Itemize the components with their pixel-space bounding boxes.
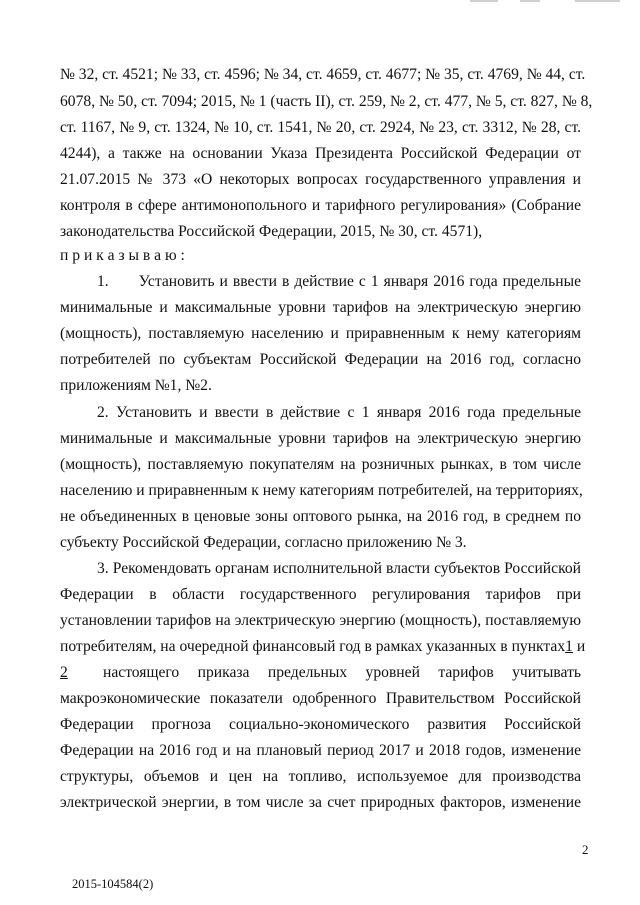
text-line: субъекту Российской Федерации, согласно приложению № 3. [60, 534, 467, 551]
text-span: и [576, 638, 586, 655]
text-line: 1. Установить и ввести в действие с 1 января 2016 года предельные [97, 273, 581, 290]
text-line: (мощность), поставляемую покупателям на розничных рынках, в том числе [60, 456, 581, 473]
text-line: законодательства Российской Федерации, 2015, № 30, ст. 4571), [60, 223, 483, 240]
scan-edge-mark [470, 0, 498, 2]
scan-edge-mark [575, 0, 620, 2]
text-line: № 32, ст. 4521; № 33, ст. 4596; № 34, ст. 4659, ст. 4677; № 35, ст. 4769, № 44, ст. [60, 66, 586, 83]
text-line: контроля в сфере антимонопольного и тарифного регулирования» (Собрание [60, 197, 581, 214]
text-line: приложениям №1, №2. [60, 377, 212, 394]
point-reference: 1 [565, 638, 573, 655]
text-line: 2. Установить и ввести в действие с 1 января 2016 года предельные [97, 404, 581, 421]
scan-edge-mark [520, 0, 540, 2]
text-line: Федерации прогноза социально-экономического развития Российской [60, 716, 581, 733]
text-line [60, 637, 586, 657]
text-line: Федерации в области государственного регулирования тарифов при [60, 586, 581, 603]
text-line: 4244), а также на основании Указа Президента Российской Федерации от [60, 145, 581, 162]
text-line: установлении тарифов на электрическую энергию (мощность), поставляемую [60, 612, 581, 629]
text-line: минимальные и максимальные уровни тарифов на электрическую энергию [60, 430, 581, 447]
text-line: электрической энергии, в том числе за счет природных факторов, изменение [60, 794, 581, 811]
text-line: ст. 1167, № 9, ст. 1324, № 10, ст. 1541, № 20, ст. 2924, № 23, ст. 3312, № 28, ст. [60, 119, 581, 136]
point-reference-line [60, 663, 90, 683]
text-line: настоящего приказа предельных уровней тарифов учитывать [103, 664, 581, 681]
text-line: Федерации на 2016 год и на плановый период 2017 и 2018 годов, изменение [60, 742, 581, 759]
order-word: п р и к а з ы в а ю : [60, 247, 185, 264]
text-line: 21.07.2015 № 373 «О некоторых вопросах государственного управления и [60, 171, 581, 188]
page-number: 2 [582, 842, 589, 857]
text-line: 3. Рекомендовать органам исполнительной власти субъектов Российской [97, 560, 581, 577]
text-line: потребителей по субъектам Российской Федерации на 2016 год, согласно [60, 351, 581, 368]
text-line: 6078, № 50, ст. 7094; 2015, № 1 (часть II), ст. 259, № 2, ст. 477, № 5, ст. 827, № 8, [60, 93, 593, 110]
text-line: структуры, объемов и цен на топливо, используемое для производства [60, 768, 581, 785]
text-line: не объединенных в ценовые зоны оптового рынка, на 2016 год, в среднем по [60, 508, 581, 525]
footer-code: 2015-104584(2) [72, 877, 154, 891]
text-line: минимальные и максимальные уровни тарифов на электрическую энергию [60, 299, 581, 316]
text-line: макроэкономические показатели одобренного Правительством Российской [60, 690, 581, 707]
text-line: населению и приравненным к нему категориям потребителей, на территориях, [60, 482, 583, 499]
text-span: потребителям, на очередной финансовый год в рамках указанных в пунктах [60, 638, 566, 655]
text-line: (мощность), поставляемую населению и приравненным к нему категориям [60, 325, 581, 342]
point-reference: 2 [60, 664, 68, 681]
